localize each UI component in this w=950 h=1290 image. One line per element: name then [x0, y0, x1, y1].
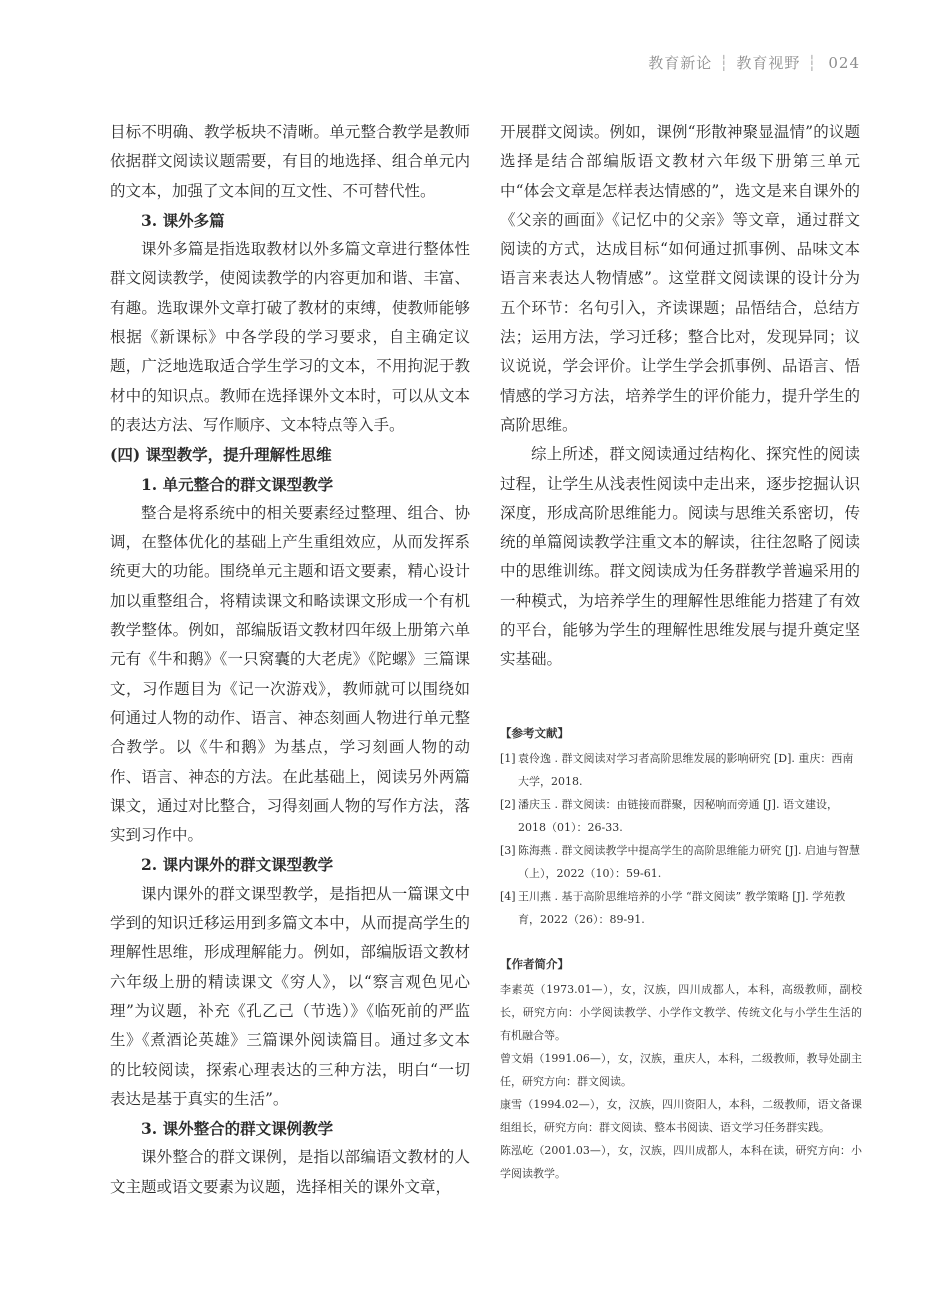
- reference-number: [3]: [500, 844, 516, 857]
- left-column: [110, 118, 470, 1202]
- subsection-heading: 3. 课外多篇: [141, 210, 225, 230]
- references-title: 【参考文献】: [500, 726, 569, 740]
- paragraph: 课外整合的群文课例，是指以部编语文教材的人文主题或语文要素为议题，选择相关的课外文章，: [110, 1148, 470, 1196]
- subsection-heading: 3. 课外整合的群文课例教学: [141, 1119, 334, 1139]
- section-heading: (四) 课型教学，提升理解性思维: [110, 445, 332, 465]
- subsection-heading: 2. 课内课外的群文课型教学: [141, 855, 334, 875]
- reference-item: [500, 885, 862, 931]
- right-column: [500, 118, 860, 675]
- references-section: [500, 722, 862, 1185]
- reference-number: [2]: [500, 798, 516, 811]
- paragraph: 整合是将系统中的相关要素经过整理、组合、协调，在整体优化的基础上产生重组效应，从而发挥系统更大的功能。围绕单元主题和语文要素，精心设计加以重整组合，将精读课文和略读课文形成一个有机教学整体。例如，部编版语文教材四年级上册第六单元有《牛和鹅》《一只窝囊的大老虎》《陀螺》三篇课文，习作题目为《记一次游戏》，教师就可以围绕如何通过人物的动作、语言、神态刻画人物进行单元整合教学。以《牛和鹅》为基点，学习刻画人物的动作、语言、神态的方法。在此基础上，阅读另外两篇课文，通过对比整合，习得刻画人物的写作方法，落实到习作中。: [110, 503, 470, 845]
- page-header: [648, 52, 860, 73]
- reference-text: 王川燕 . 基于高阶思维培养的小学 “群文阅读” 教学策略 [J]. 学苑教育，2022（26）：89-91.: [518, 890, 846, 926]
- column-name: 教育视野: [736, 54, 801, 72]
- reference-item: [500, 839, 862, 885]
- author-bio: 李素英（1973.01—），女，汉族，四川成都人，本科，高级教师，副校长，研究方向：小学阅读教学、小学作文教学、传统文化与小学生生活的有机融合等。: [500, 983, 862, 1042]
- header-separator-2: ┆: [807, 53, 818, 72]
- header-separator: ┆: [719, 53, 730, 72]
- reference-number: [1]: [500, 752, 516, 765]
- author-bios-section: [500, 953, 862, 1185]
- journal-name: 教育新论: [648, 54, 713, 72]
- reference-text: 袁伶逸 . 群文阅读对学习者高阶思维发展的影响研究 [D]. 重庆：西南大学，2018.: [518, 752, 854, 788]
- reference-item: [500, 747, 862, 793]
- author-bios-title: 【作者简介】: [500, 957, 569, 971]
- paragraph: 课内课外的群文课型教学，是指把从一篇课文中学到的知识迁移运用到多篇文本中，从而提高学生的理解性思维，形成理解能力。例如，部编版语文教材六年级上册的精读课文《穷人》，以“察言观色见心理”为议题，补充《孔乙己（节选）》《临死前的严监生》《煮酒论英雄》三篇课外阅读篇目。通过多文本的比较阅读，探索心理表达的三种方法，明白“一切表达是基于真实的生活”。: [110, 884, 470, 1108]
- author-bio: 曾文娟（1991.06—），女，汉族，重庆人，本科，二级教师，教导处副主任，研究方向：群文阅读。: [500, 1052, 862, 1088]
- reference-number: [4]: [500, 890, 516, 903]
- author-bio: 康雪（1994.02—），女，汉族，四川资阳人，本科，二级教师，语文备课组组长，研究方向：群文阅读、整本书阅读、语文学习任务群实践。: [500, 1098, 862, 1134]
- page-number: 024: [828, 53, 860, 72]
- paragraph: 课外多篇是指选取教材以外多篇文章进行整体性群文阅读教学，使阅读教学的内容更加和谐、丰富、有趣。选取课外文章打破了教材的束缚，使教师能够根据《新课标》中各学段的学习要求，自主确定议题，广泛地选取适合学生学习的文本，不用拘泥于教材中的知识点。教师在选择课外文本时，可以从文本的表达方法、写作顺序、文本特点等入手。: [110, 240, 470, 434]
- paragraph: 目标不明确、教学板块不清晰。单元整合教学是教师依据群文阅读议题需要，有目的地选择、组合单元内的文本，加强了文本间的互文性、不可替代性。: [110, 123, 470, 200]
- reference-text: 潘庆玉 . 群文阅读：由链接而群聚，因秘响而旁通 [J]. 语文建设，2018（01）：26-33.: [518, 798, 838, 834]
- subsection-heading: 1. 单元整合的群文课型教学: [141, 474, 334, 494]
- author-bio: 陈泓屹（2001.03—），女，汉族，四川成都人，本科在读，研究方向：小学阅读教学。: [500, 1144, 862, 1180]
- paragraph: 开展群文阅读。例如，课例“形散神聚显温情”的议题选择是结合部编版语文教材六年级下册第三单元中“体会文章是怎样表达情感的”，选文是来自课外的《父亲的画面》《记忆中的父亲》等文章，通过群文阅读的方式，达成目标“如何通过抓事例、品味文本语言来表达人物情感”。这堂群文阅读课的设计分为五个环节：名句引入，齐读课题；品悟结合，总结方法；运用方法，学习迁移；整合比对，发现异同；议议说说，学会评价。让学生学会抓事例、品语言、悟情感的学习方法，培养学生的评价能力，提升学生的高阶思维。: [500, 123, 860, 434]
- conclusion-paragraph: 综上所述，群文阅读通过结构化、探究性的阅读过程，让学生从浅表性阅读中走出来，逐步挖掘认识深度，形成高阶思维能力。阅读与思维关系密切，传统的单篇阅读教学注重文本的解读，往往忽略了阅读中的思维训练。群文阅读成为任务群教学普遍采用的一种模式，为培养学生的理解性思维能力搭建了有效的平台，能够为学生的理解性思维发展与提升奠定坚实基础。: [500, 445, 860, 669]
- reference-item: [500, 793, 862, 839]
- reference-text: 陈海燕 . 群文阅读教学中提高学生的高阶思维能力研究 [J]. 启迪与智慧（上），2022（10）：59-61.: [518, 844, 860, 880]
